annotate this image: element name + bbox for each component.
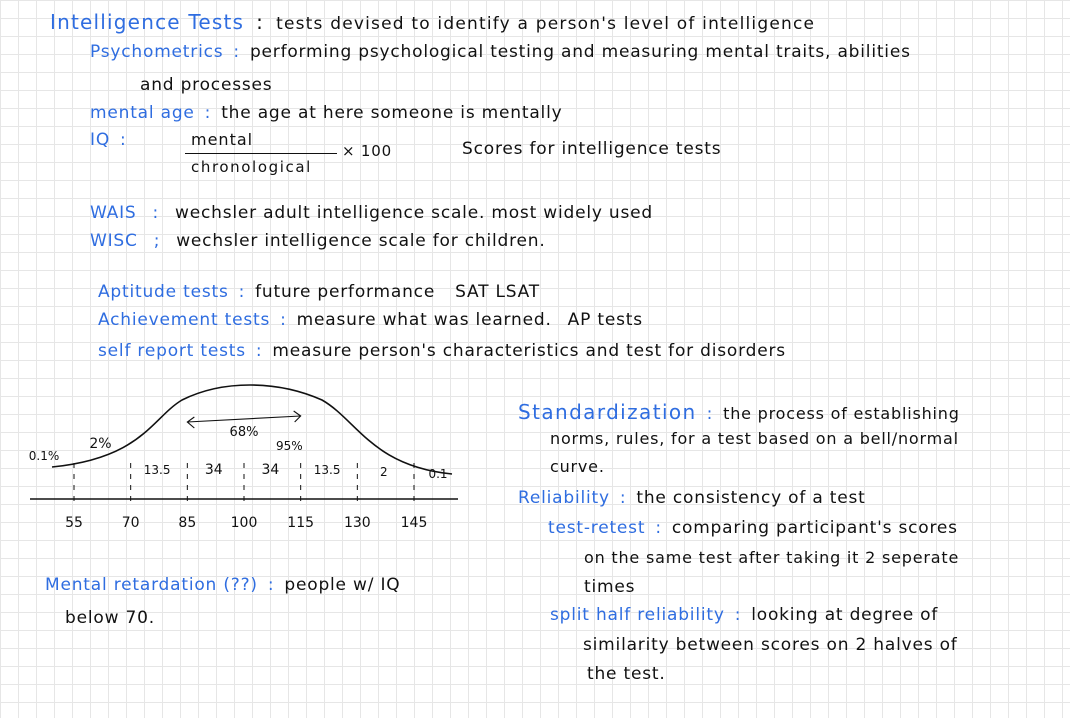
self-report-def: measure person's characteristics and test for disorders	[272, 341, 786, 361]
intelligence-tests-sep: :	[256, 10, 265, 34]
iq-term: IQ	[90, 130, 110, 150]
wais-term: WAIS	[90, 203, 137, 223]
achievement-def: measure what was learned.	[296, 310, 552, 330]
iq-note: Scores for intelligence tests	[462, 139, 722, 159]
wais-sep: :	[152, 203, 160, 223]
x-tick-label: 130	[343, 515, 371, 531]
split-half-line2	[583, 635, 958, 655]
x-tick-label: 85	[178, 515, 197, 531]
test-retest-sep: :	[655, 518, 662, 538]
aptitude-term: Aptitude tests	[98, 282, 229, 302]
standardization-line3	[550, 457, 605, 476]
mental-retardation-sep: :	[267, 575, 275, 595]
iq-fraction-bar	[185, 153, 337, 154]
test-retest-term: test-retest	[548, 518, 646, 538]
intelligence-tests-line	[50, 10, 815, 34]
test-retest-def-cont: on the same test after taking it 2 seperate	[584, 548, 960, 567]
test-retest-line	[548, 518, 958, 538]
x-tick-label: 70	[121, 515, 140, 531]
mental-age-line	[90, 103, 562, 123]
iq-multiplier: × 100	[342, 142, 392, 160]
region-percent-label: 2%	[89, 436, 112, 452]
reliability-sep: :	[619, 488, 627, 508]
chart-marks	[29, 411, 448, 531]
psychometrics-term: Psychometrics	[90, 42, 224, 62]
mental-retardation-def-cont: below 70.	[65, 608, 155, 628]
reliability-def: the consistency of a test	[636, 488, 866, 508]
x-tick-label: 55	[65, 515, 83, 531]
mental-age-def: the age at here someone is mentally	[221, 103, 563, 123]
standardization-line	[518, 400, 960, 424]
test-retest-line3	[584, 577, 635, 597]
iq-sep: :	[120, 130, 127, 150]
test-retest-def-end: times	[584, 577, 636, 597]
mental-retardation-line2	[65, 608, 155, 628]
intelligence-tests-term: Intelligence Tests	[50, 10, 245, 34]
reliability-line	[518, 488, 866, 508]
split-half-sep: :	[734, 605, 742, 625]
region-percent-label: 2	[379, 465, 388, 479]
mental-retardation-def: people w/ IQ	[284, 575, 401, 595]
wisc-def: wechsler intelligence scale for children.	[176, 231, 546, 251]
split-half-line3	[587, 664, 666, 684]
x-tick-label: 145	[400, 515, 428, 531]
aptitude-sep: :	[238, 282, 246, 302]
region-percent-label: 34	[204, 462, 223, 478]
standardization-sep: :	[706, 404, 714, 424]
aptitude-examples: SAT LSAT	[455, 282, 540, 302]
iq-denominator: chronological	[191, 158, 312, 176]
achievement-examples: AP tests	[567, 310, 643, 330]
wisc-line	[90, 231, 546, 251]
achievement-sep: :	[280, 310, 287, 330]
mental-retardation-line	[45, 575, 400, 595]
wais-def: wechsler adult intelligence scale. most widely used	[175, 203, 654, 223]
iq-numerator: mental	[191, 130, 254, 149]
standardization-def-end: curve.	[550, 457, 605, 476]
wisc-term: WISC	[90, 231, 138, 251]
x-tick-label: 115	[287, 515, 315, 531]
intelligence-tests-def: tests devised to identify a person's level of intelligence	[276, 14, 816, 34]
mental-age-sep: :	[204, 103, 212, 123]
test-retest-def: comparing participant's scores	[671, 518, 958, 538]
wisc-sep: ;	[153, 231, 161, 251]
test-retest-line2	[584, 548, 959, 567]
aptitude-def: future performance	[255, 282, 436, 302]
region-percent-label: 13.5	[313, 463, 341, 477]
x-tick-label: 100	[230, 515, 258, 531]
psychometrics-def-cont: and processes	[140, 75, 273, 95]
psychometrics-line	[90, 42, 911, 62]
self-report-sep: :	[255, 341, 263, 361]
self-report-line	[98, 341, 786, 361]
mental-retardation-term: Mental retardation (??)	[45, 575, 258, 595]
standardization-term: Standardization	[518, 400, 697, 424]
achievement-term: Achievement tests	[98, 310, 271, 330]
bracket-68-arrow	[187, 417, 194, 428]
split-half-def-cont: similarity between scores on 2 halves of	[583, 635, 958, 655]
standardization-line2	[550, 429, 959, 448]
region-percent-label: 13.5	[143, 463, 171, 477]
psychometrics-line2	[140, 75, 272, 95]
region-percent-label: 0.1	[428, 467, 448, 481]
aptitude-line	[98, 282, 540, 302]
region-percent-label: 34	[261, 462, 280, 478]
split-half-term: split half reliability	[550, 605, 725, 625]
split-half-def-end: the test.	[587, 664, 666, 684]
standardization-def-cont: norms, rules, for a test based on a bell/normal	[550, 429, 959, 448]
mental-age-term: mental age	[90, 103, 195, 123]
standardization-def: the process of establishing	[723, 404, 960, 423]
iq-line	[90, 130, 137, 150]
split-half-line	[550, 605, 938, 625]
bracket-95-label: 95%	[275, 439, 303, 453]
psychometrics-def: performing psychological testing and measuring mental traits, abilities	[249, 42, 911, 62]
bell-curve-chart	[22, 378, 462, 538]
wais-line	[90, 203, 653, 223]
psychometrics-sep: :	[233, 42, 240, 62]
bracket-68-label: 68%	[229, 425, 259, 440]
achievement-line	[98, 310, 643, 330]
reliability-term: Reliability	[518, 488, 610, 508]
bracket-68-line	[187, 416, 300, 422]
split-half-def: looking at degree of	[751, 605, 939, 625]
region-percent-label: 0.1%	[28, 449, 60, 463]
self-report-term: self report tests	[98, 341, 246, 361]
